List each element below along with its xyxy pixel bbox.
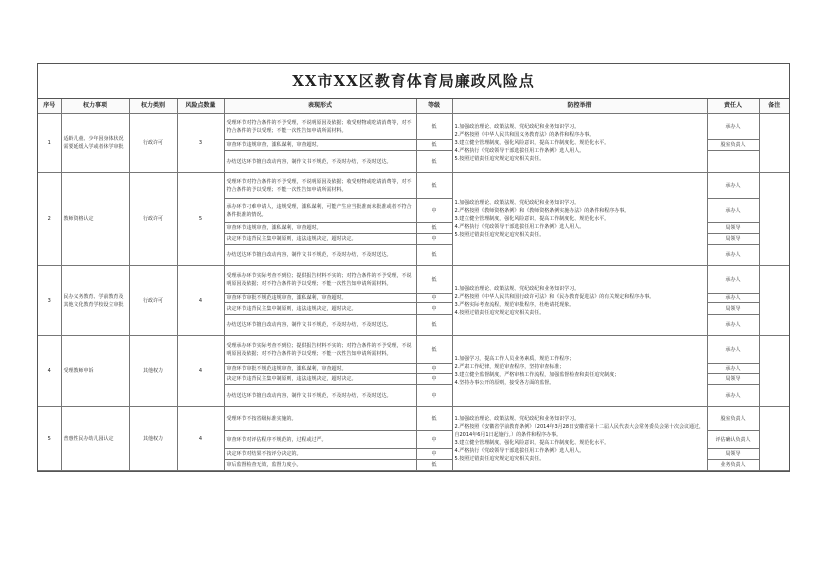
- cell-level: 低: [416, 140, 452, 151]
- cell-form: 决定环节违背民主集中制原则，违法违规决定，超时决定。: [224, 374, 416, 385]
- cell-responsible: 承办人: [707, 294, 759, 303]
- cell-item: 适龄儿童、少年因身体状况需要延缓入学或者休学审批: [61, 114, 129, 173]
- cell-responsible: 承办人: [707, 245, 759, 266]
- cell-level: 低: [416, 407, 452, 431]
- cell-level: 中: [416, 431, 452, 449]
- cell-form: 受理承办环节实际考查不到位；提供报告材料不实的；对符合条件的不予受理，不说明原因及依据；对不符合条件的予以受理；不能一次性告知申请所需材料。: [224, 266, 416, 294]
- header-level: 等级: [416, 99, 452, 114]
- cell-level: 低: [416, 460, 452, 471]
- cell-responsible: 承办人: [707, 173, 759, 199]
- cell-measures: 1.加强学习，提高工作人员业务素质，规范工作程序； 2.严肃工作纪律，规范审查程序，坚持审查标准； 3.建立健全监督制度，严格审核工作流程，加强监督检查和责任追究制度； 4.坚持办事公开的原则，接受各方面的监督。: [452, 336, 707, 407]
- cell-form: 决定环节违背民主集中制原则，违法违规决定，超时决定。: [224, 234, 416, 245]
- cell-level: 低: [416, 114, 452, 140]
- header-item: 权力事项: [61, 99, 129, 114]
- cell-responsible: 承办人: [707, 199, 759, 223]
- cell-no: 3: [38, 266, 61, 336]
- header-form: 表现形式: [224, 99, 416, 114]
- cell-remark: [759, 173, 789, 266]
- header-count: 风险点数量: [177, 99, 224, 114]
- risk-table: [38, 99, 789, 471]
- cell-form: 审查环节审批不规范违规审查，滥私谋利，审查超时。: [224, 364, 416, 374]
- cell-responsible: 承办人: [707, 385, 759, 407]
- cell-form: 办结送达环节擅自改动内容，制作文书不规范，不及时办结，不及时送达。: [224, 151, 416, 173]
- cell-remark: [759, 114, 789, 173]
- header-measures: 防控举措: [452, 99, 707, 114]
- header-row: [38, 99, 789, 114]
- cell-remark: [759, 266, 789, 336]
- header-no: 序号: [38, 99, 61, 114]
- cell-responsible: 承办人: [707, 315, 759, 336]
- table-row: [38, 173, 789, 199]
- cell-count: 4: [177, 266, 224, 336]
- cell-responsible: 承办人: [707, 364, 759, 374]
- header-category: 权力类别: [129, 99, 177, 114]
- cell-no: 5: [38, 407, 61, 471]
- table-row: [38, 266, 789, 294]
- cell-form: 审查环节审批不规范违规审查，滥私谋利，审查超时。: [224, 294, 416, 303]
- cell-measures: 1.加强政治理论、政策法规、党纪政纪和业务知识学习。 2.严格按照《教师资格条例》和《教师资格条例实施办法》的条件和程序办事。 3.建立健全管理制度，强化风险意识，提高工作制度化、规范化水平。 4.严格执行《党政领导干部选拔任用工作条例》选人用人。 5.按照过错责任追究规定追究相关责任。: [452, 173, 707, 266]
- cell-level: 中: [416, 199, 452, 223]
- cell-responsible: 业务负责人: [707, 460, 759, 471]
- cell-category: 行政许可: [129, 266, 177, 336]
- table-row: [38, 336, 789, 364]
- cell-level: 中: [416, 364, 452, 374]
- cell-item: 受理教师申诉: [61, 336, 129, 407]
- cell-remark: [759, 336, 789, 407]
- cell-responsible: 局领导: [707, 374, 759, 385]
- cell-form: 审查环节违规审查，滥私谋利，审查超时。: [224, 223, 416, 234]
- cell-form: 办结送达环节擅自改动内容，制作文书不规范，不及时办结，不及时送达。: [224, 385, 416, 407]
- cell-remark: [759, 407, 789, 471]
- cell-responsible: 承办人: [707, 114, 759, 140]
- cell-responsible: 局领导: [707, 223, 759, 234]
- cell-count: 5: [177, 173, 224, 266]
- cell-responsible: 股室负责人: [707, 407, 759, 431]
- header-responsible: 责任人: [707, 99, 759, 114]
- cell-form: 受理环节对符合条件的不予受理，不说明原因及依据；收受财物或吃请消费等，对不符合条件的予以受理；不能一次性告知申请所需材料。: [224, 173, 416, 199]
- cell-form: 办结送达环节擅自改动内容，制作文书不规范，不及时办结，不及时送达。: [224, 315, 416, 336]
- cell-level: 低: [416, 266, 452, 294]
- cell-form: 受理承办环节实际考查不到位；提供报告材料不实的；对符合条件的不予受理，不说明原因及依据；对不符合条件的予以受理；不能一次性告知申请所需材料。: [224, 336, 416, 364]
- cell-category: 其他权力: [129, 407, 177, 471]
- cell-item: 教师资格认定: [61, 173, 129, 266]
- cell-count: 3: [177, 114, 224, 173]
- cell-level: 低: [416, 151, 452, 173]
- cell-no: 2: [38, 173, 61, 266]
- page-title: XX市XX区教育体育局廉政风险点: [38, 64, 789, 99]
- cell-category: 行政许可: [129, 173, 177, 266]
- cell-form: 审后监督检查无效，监督力度小。: [224, 460, 416, 471]
- cell-form: 决定环节对结果不按评分决定的。: [224, 449, 416, 460]
- cell-form: 受理环节不按省级标准实施的。: [224, 407, 416, 431]
- cell-level: 低: [416, 315, 452, 336]
- header-remark: 备注: [759, 99, 789, 114]
- cell-category: 其他权力: [129, 336, 177, 407]
- cell-form: 审查环节对评估程序不规范的，过程或过严。: [224, 431, 416, 449]
- table-row: [38, 407, 789, 431]
- cell-responsible: 评估确认负责人: [707, 431, 759, 449]
- cell-level: 中: [416, 374, 452, 385]
- cell-form: 受理环节对符合条件的不予受理，不说明原因及依据；收受财物或吃请消费等，对不符合条件的予以受理；不能一次性告知申请所需材料。: [224, 114, 416, 140]
- cell-level: 低: [416, 245, 452, 266]
- cell-form: 办结送达环节擅自改动内容，制作文书不规范，不及时办结，不及时送达。: [224, 245, 416, 266]
- cell-measures: 1.加强政治理论、政策法规、党纪政纪和业务知识学习。 2.严格按照《中华人民共和国义务教育法》的条件和程序办事。 3.建立健全管理制度，强化风险意识，提高工作制度化、规范化水平。 4.严格执行《党政领导干部选拔任用工作条例》选人用人。 5.按照过错责任追究规定追究相关责任。: [452, 114, 707, 173]
- cell-level: 中: [416, 234, 452, 245]
- cell-no: 1: [38, 114, 61, 173]
- cell-level: 中: [416, 385, 452, 407]
- cell-responsible: 承办人: [707, 336, 759, 364]
- cell-form: 审查环节违规审查，滥私谋利，审查超时。: [224, 140, 416, 151]
- cell-responsible: 股室负责人: [707, 140, 759, 151]
- cell-item: 普惠性民办幼儿园认定: [61, 407, 129, 471]
- cell-level: 中: [416, 449, 452, 460]
- cell-responsible: [707, 151, 759, 173]
- cell-responsible: 承办人: [707, 266, 759, 294]
- cell-level: 低: [416, 173, 452, 199]
- cell-level: 中: [416, 303, 452, 315]
- cell-level: 低: [416, 223, 452, 234]
- cell-count: 4: [177, 336, 224, 407]
- cell-form: 承办环节刁难申请人，违规受理，滥私谋利，可能产生应当批准而未批准或者不符合条件批准的情况。: [224, 199, 416, 223]
- cell-measures: 1.加强政治理论、政策法规、党纪政纪和业务知识学习。 2.严格按照《中华人民共和国行政许可法》和《民办教育促进法》的有关规定和程序办事。 3.严格实际考查流程，规范审批程序，杜绝请托现象。 4.按照过错责任追究规定追究相关责任。: [452, 266, 707, 336]
- cell-form: 决定环节违背民主集中制原则，违法违规决定，超时决定。: [224, 303, 416, 315]
- cell-responsible: 局领导: [707, 449, 759, 460]
- table-body: [38, 114, 789, 471]
- cell-responsible: 局领导: [707, 234, 759, 245]
- cell-measures: 1.加强政治理论、政策法规、党纪政纪和业务知识学习。 2.严格按照《安徽省学前教育条例》（2014年3月28日安徽省第十二届人民代表大会常务委员会第十次会议通过，自2014年6月1日起施行。）的条件和程序办事。 3.建立健全管理制度，强化风险意识，提高工作制度化、规范化水平。 4.严格执行《党政领导干部选拔任用工作条例》选人用人。 5.按照过错责任追究规定追究相关责任。: [452, 407, 707, 471]
- cell-category: 行政许可: [129, 114, 177, 173]
- risk-sheet: [37, 63, 790, 472]
- cell-no: 4: [38, 336, 61, 407]
- cell-level: 低: [416, 336, 452, 364]
- cell-item: 民办义务教育、学前教育及其他文化教育学校设立审批: [61, 266, 129, 336]
- table-row: [38, 114, 789, 140]
- cell-count: 4: [177, 407, 224, 471]
- cell-responsible: 局领导: [707, 303, 759, 315]
- cell-level: 中: [416, 294, 452, 303]
